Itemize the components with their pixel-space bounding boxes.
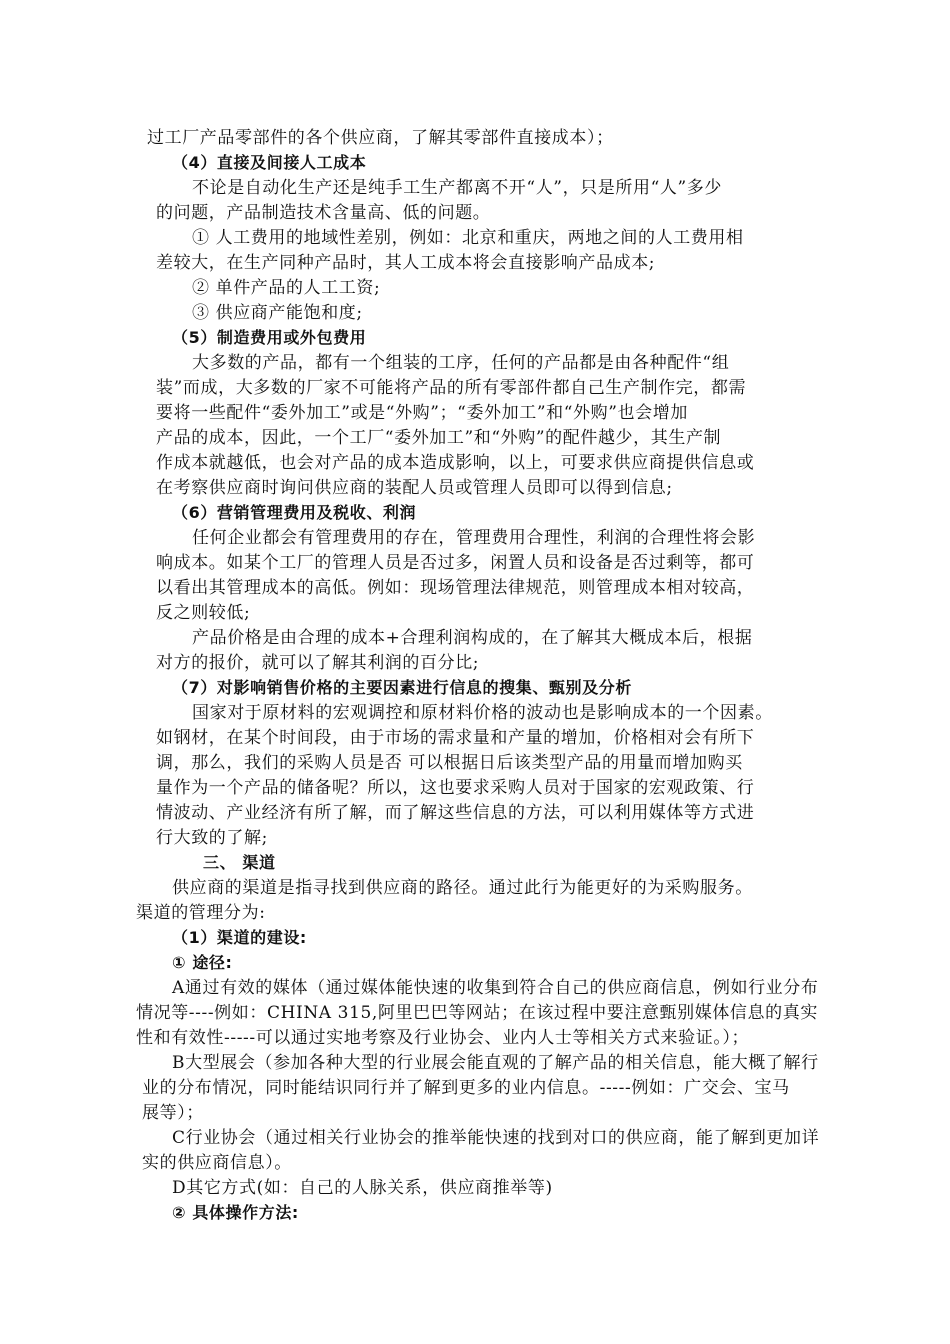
text-line: 情波动、产业经济有所了解，而了解这些信息的方法，可以利用媒体等方式进 xyxy=(156,803,755,823)
section-heading: （6）营销管理费用及税收、利润 xyxy=(172,503,417,522)
text-line: 响成本。如某个工厂的管理人员是否过多，闲置人员和设备是否过剩等，都可 xyxy=(156,553,755,573)
section-heading: （1）渠道的建设: xyxy=(172,928,307,947)
subsection-heading: ② 具体操作方法: xyxy=(172,1203,299,1222)
text-line: 情况等----例如：CHINA 315,阿里巴巴等网站；在该过程中要注意甄别媒体信息的真实 xyxy=(136,1003,818,1023)
text-line: 过工厂产品零部件的各个供应商，了解其零部件直接成本）； xyxy=(147,128,614,148)
text-line: 装”而成，大多数的厂家不可能将产品的所有零部件都自己生产制作完，都需 xyxy=(156,378,747,398)
text-line: 行大致的了解; xyxy=(156,828,268,848)
text-line: 反之则较低; xyxy=(156,603,251,623)
text-line: 展等）； xyxy=(142,1103,204,1123)
text-line: 渠道的管理分为: xyxy=(136,903,266,923)
text-line: 以看出其管理成本的高低。例如：现场管理法律规范，则管理成本相对较高， xyxy=(156,578,755,598)
subsection-heading: ① 途径: xyxy=(172,953,233,972)
text-line: 实的供应商信息）。 xyxy=(142,1153,292,1173)
text-line: 产品价格是由合理的成本+合理利润构成的，在了解其大概成本后，根据 xyxy=(192,628,753,648)
text-line: ② 单件产品的人工工资; xyxy=(192,278,381,298)
text-line: ① 人工费用的地域性差别，例如：北京和重庆，两地之间的人工费用相 xyxy=(192,228,744,248)
text-line: 量作为一个产品的储备呢？所以，这也要求采购人员对于国家的宏观政策、行 xyxy=(156,778,755,798)
section-heading: （4）直接及间接人工成本 xyxy=(172,153,367,172)
text-line: 在考察供应商时询问供应商的装配人员或管理人员即可以得到信息; xyxy=(156,478,673,498)
text-line: 对方的报价，就可以了解其利润的百分比; xyxy=(156,653,480,673)
text-line: B大型展会（参加各种大型的行业展会能直观的了解产品的相关信息，能大概了解行 xyxy=(172,1053,819,1073)
chapter-heading: 三、 渠道 xyxy=(203,853,276,872)
text-line: ③ 供应商产能饱和度; xyxy=(192,303,363,323)
text-line: 业的分布情况，同时能结识同行并了解到更多的业内信息。-----例如：广交会、宝马 xyxy=(142,1078,790,1098)
section-heading: （7）对影响销售价格的主要因素进行信息的搜集、甄别及分析 xyxy=(172,678,632,697)
text-line: D其它方式(如：自己的人脉关系，供应商推举等) xyxy=(172,1178,553,1198)
text-line: 国家对于原材料的宏观调控和原材料价格的波动也是影响成本的一个因素。 xyxy=(192,703,773,723)
text-line: 产品的成本，因此，一个工厂“委外加工”和“外购”的配件越少，其生产制 xyxy=(156,428,722,448)
text-line: 性和有效性-----可以通过实地考察及行业协会、业内人士等相关方式来验证。）； xyxy=(136,1028,750,1048)
text-line: 差较大，在生产同种产品时，其人工成本将会直接影响产品成本; xyxy=(156,253,656,273)
text-line: 任何企业都会有管理费用的存在，管理费用合理性，利润的合理性将会影 xyxy=(192,528,756,548)
text-line: 大多数的产品，都有一个组装的工序，任何的产品都是由各种配件“组 xyxy=(192,353,730,373)
text-line: C行业协会（通过相关行业协会的推举能快速的找到对口的供应商，能了解到更加详 xyxy=(172,1128,820,1148)
text-line: 供应商的渠道是指寻找到供应商的路径。通过此行为能更好的为采购服务。 xyxy=(172,878,753,898)
text-line: 作成本就越低，也会对产品的成本造成影响，以上，可要求供应商提供信息或 xyxy=(156,453,755,473)
text-line: 要将一些配件“委外加工”或是“外购”；“委外加工”和“外购”也会增加 xyxy=(156,403,688,423)
text-line: A通过有效的媒体（通过媒体能快速的收集到符合自己的供应商信息，例如行业分布 xyxy=(172,978,819,998)
text-line: 不论是自动化生产还是纯手工生产都离不开“人”，只是所用“人”多少 xyxy=(192,178,722,198)
text-line: 如钢材，在某个时间段，由于市场的需求量和产量的增加，价格相对会有所下 xyxy=(156,728,755,748)
text-line: 的问题，产品制造技术含量高、低的问题。 xyxy=(156,203,491,223)
section-heading: （5）制造费用或外包费用 xyxy=(172,328,367,347)
text-line: 调，那么，我们的采购人员是否 可以根据日后该类型产品的用量而增加购买 xyxy=(156,753,743,773)
